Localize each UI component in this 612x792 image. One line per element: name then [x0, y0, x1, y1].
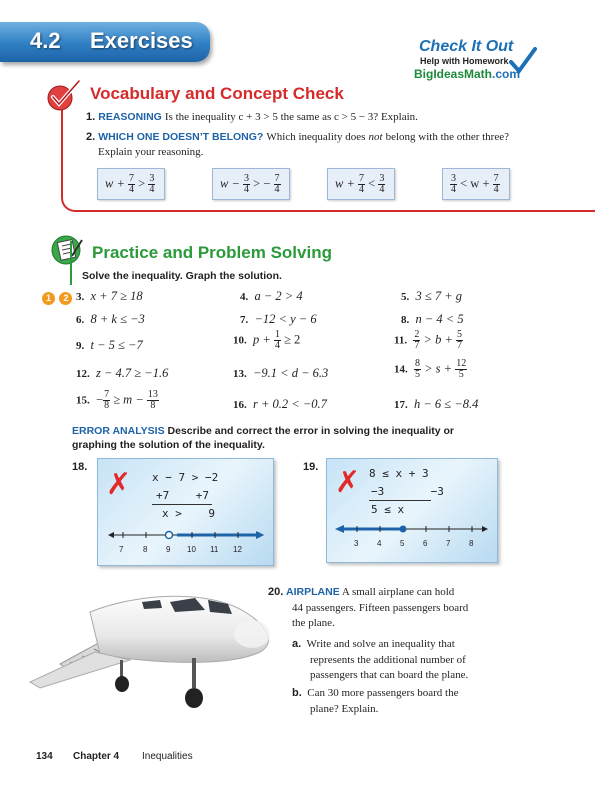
inequality-box-4: $\frac{3}{4}$ < w + $\frac{7}{4}$ — [442, 168, 510, 200]
exercise-13: 13. −9.1 < d − 6.3 — [233, 366, 329, 380]
work-line-3: x > 9 — [162, 507, 215, 520]
error-panel-19 — [326, 458, 498, 563]
tick-label: 10 — [187, 545, 196, 554]
red-check-icon — [46, 78, 84, 112]
work-line-1: x − 7 > −2 — [152, 471, 219, 484]
exercise-4: 4. a − 2 > 4 — [240, 289, 303, 303]
exercise-15: 15. − $\frac{7}{8}$ ≥ m − $\frac{13}{8}$ — [76, 389, 158, 411]
work-line-1: 8 ≤ x + 3 — [369, 467, 429, 480]
work-underline — [152, 504, 212, 505]
exercise-20b: b. Can 30 more passengers board the plane? Explain. — [292, 687, 459, 715]
tick-label: 11 — [210, 545, 219, 554]
check-it-out-logo[interactable] — [404, 38, 540, 84]
example-badge-2: 2 — [59, 292, 72, 305]
tick-label: 8 — [143, 545, 148, 554]
exercise-18-number: 18. — [72, 461, 88, 473]
error-x-icon: ✗ — [335, 465, 361, 500]
error-analysis-instruction: ERROR ANALYSIS Describe and correct the error in solving the inequality or graphing the solution of the inequality. — [72, 425, 454, 451]
exercise-6: 6. 8 + k ≤ −3 — [76, 312, 145, 326]
vocab-question-2: 2. WHICH ONE DOESN’T BELONG? Which inequality does not belong with the other three? Explain your reasoning. — [86, 131, 509, 158]
section-number: 4.2 — [30, 28, 61, 53]
tick-label: 3 — [354, 539, 359, 548]
work-underline — [369, 500, 431, 501]
exercise-12: 12. z − 4.7 ≥ −1.6 — [76, 366, 169, 380]
checkmark-icon — [508, 46, 538, 76]
vocab-section-title: Vocabulary and Concept Check — [90, 84, 344, 103]
practice-section-title: Practice and Problem Solving — [92, 243, 332, 262]
exercise-17: 17. h − 6 ≤ −8.4 — [394, 397, 479, 411]
page-number: 134 — [36, 751, 53, 762]
airplane-illustration — [20, 572, 278, 732]
exercise-5: 5. 3 ≤ 7 + g — [401, 289, 463, 303]
exercise-10: 10. p + $\frac{1}{4}$ ≥ 2 — [233, 329, 301, 351]
inequality-box-3: w + $\frac{7}{4}$ < $\frac{3}{4}$ — [327, 168, 395, 200]
tick-label: 6 — [423, 539, 428, 548]
practice-bracket — [70, 241, 72, 285]
inequality-box-2: w − $\frac{3}{4}$ > − $\frac{7}{4}$ — [212, 168, 290, 200]
tick-label: 12 — [233, 545, 242, 554]
exercise-9: 9. t − 5 ≤ −7 — [76, 338, 143, 352]
section-title: Exercises — [90, 28, 193, 53]
exercise-16: 16. r + 0.2 < −0.7 — [233, 397, 327, 411]
error-panel-18 — [97, 458, 274, 566]
exercise-3: 3. x + 7 ≥ 18 — [76, 289, 143, 303]
exercise-8: 8. n − 4 < 5 — [401, 312, 464, 326]
tick-label: 9 — [166, 545, 171, 554]
practice-instruction: Solve the inequality. Graph the solution. — [82, 270, 282, 282]
tick-label: 8 — [469, 539, 474, 548]
logo-line-1: Check It Out — [419, 38, 514, 55]
work-line-2: +7 +7 — [156, 489, 209, 502]
work-line-2: −3 −3 — [371, 485, 444, 498]
footer-topic: Inequalities — [142, 751, 193, 762]
logo-line-2: Help with Homework — [420, 56, 509, 66]
vocab-question-1: 1. REASONING Is the inequality c + 3 > 5 the same as c > 5 − 3? Explain. — [86, 111, 418, 123]
vocab-bracket — [61, 110, 79, 212]
exercise-19-number: 19. — [303, 461, 319, 473]
example-badge-1: 1 — [42, 292, 55, 305]
number-line-18 — [106, 527, 266, 545]
practice-notepad-icon — [50, 232, 86, 266]
logo-url: BigIdeasMath.com — [414, 67, 521, 81]
number-line-19 — [335, 521, 490, 539]
section-banner — [0, 22, 210, 62]
tick-label: 4 — [377, 539, 382, 548]
exercise-11: 11. $\frac{2}{7}$ > b + $\frac{5}{7}$ — [394, 329, 463, 351]
tick-label: 7 — [446, 539, 451, 548]
error-x-icon: ✗ — [106, 467, 132, 502]
exercise-14: 14. $\frac{8}{5}$ > s + $\frac{12}{5}$ — [394, 358, 467, 380]
footer-chapter: Chapter 4 — [73, 751, 120, 762]
exercise-20a: a. Write and solve an inequality that represents the additional number of passengers that can board the plane. — [292, 638, 469, 681]
exercise-7: 7. −12 < y − 6 — [240, 312, 317, 326]
tick-label: 7 — [119, 545, 124, 554]
exercise-20: 20. AIRPLANE A small airplane can hold 44 passengers. Fifteen passengers board the plane. — [268, 586, 469, 629]
example-badges — [42, 288, 72, 306]
work-line-3: 5 ≤ x — [371, 503, 405, 516]
inequality-box-1: w + $\frac{7}{4}$ > $\frac{3}{4}$ — [97, 168, 165, 200]
vocab-divider — [75, 210, 595, 212]
tick-label: 5 — [400, 539, 405, 548]
